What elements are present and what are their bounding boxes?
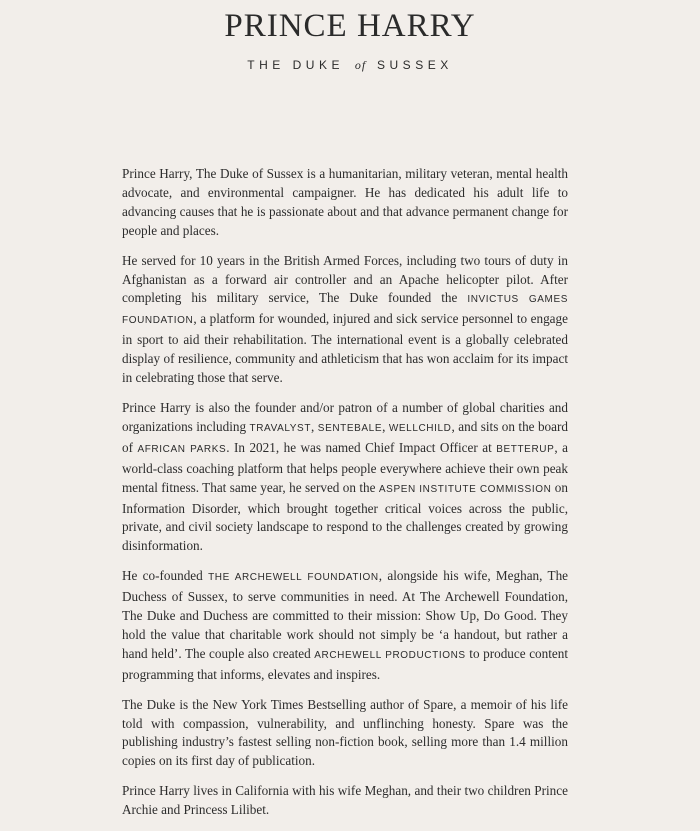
bio-paragraph-4 — [122, 567, 568, 684]
page-subtitle — [0, 58, 700, 72]
bio-text: . In 2021, he was named Chief Impact Officer at — [226, 439, 497, 455]
bio-text: , a world-class coaching platform that helps people everywhere achieve their own peak mental fitness. That same year, he served on the — [122, 439, 568, 495]
bio-text: on Information Disorder, which brought together critical voices across the public, private, and civil society landscape to respond to the challenges created by growing disinformation. — [122, 479, 568, 554]
bio-text: to produce content programming that informs, elevates and inspires. — [122, 645, 569, 682]
bio-paragraph-6: Prince Harry lives in California with his wife Meghan, and their two children Prince Archie and Princess Lilibet. — [122, 783, 568, 818]
bio-text: , and sits on the board of — [122, 418, 568, 455]
bio-paragraph-1: Prince Harry, The Duke of Sussex is a humanitarian, military veteran, mental health advocate, and environmental campaigner. He has dedicated his adult life to advancing causes that he is passionate about and that advance permanent change for people and places. — [122, 166, 568, 238]
separator: , — [311, 418, 318, 434]
sentebale-link[interactable]: SENTEBALE — [317, 422, 383, 434]
wellchild-link[interactable]: WELLCHILD — [388, 422, 452, 434]
aspen-institute-link[interactable]: ASPEN INSTITUTE COMMISSION — [378, 483, 552, 495]
subtitle-the-duke: THE DUKE — [247, 58, 344, 72]
bio-text: , alongside his wife, Meghan, The Duchess of Sussex, to serve communities in need. At The Archewell Foundation, The Duke and Duchess are committed to their mission: Show Up, Do Good. They hold the value that charitable work should not simply be ‘a handout, but rather a hand held’. The couple also created — [122, 568, 569, 661]
travalyst-link[interactable]: TRAVALYST — [249, 422, 312, 434]
bio-text: He served for 10 years in the British Armed Forces, including two tours of duty in Afghanistan as a forward air controller and an Apache helicopter pilot. After completing his military service, The Duke founded the — [122, 252, 568, 306]
site-header — [0, 0, 700, 72]
invictus-games-link[interactable]: INVICTUS GAMES FOUNDATION — [122, 294, 569, 327]
bio-text: Prince Harry is also the founder and/or patron of a number of global charities and organizations including — [122, 399, 568, 434]
subtitle-sussex: SUSSEX — [377, 58, 453, 72]
betterup-link[interactable]: BETTERUP — [496, 443, 555, 455]
african-parks-link[interactable]: AFRICAN PARKS — [137, 443, 227, 455]
archewell-productions-link[interactable]: ARCHEWELL PRODUCTIONS — [314, 649, 466, 661]
biography — [122, 165, 568, 831]
bio-text: He co-founded — [122, 568, 209, 584]
bio-text: , a platform for wounded, injured and sick service personnel to engage in sport to aid their rehabilitation. The international event is a globally celebrated display of resilience, community and athleticism that has won acclaim for its impact in celebrating those that serve. — [122, 311, 568, 386]
page-title: PRINCE HARRY — [224, 8, 476, 44]
archewell-foundation-link[interactable]: THE ARCHEWELL FOUNDATION — [208, 572, 379, 584]
bio-paragraph-5: The Duke is the New York Times Bestselling author of Spare, a memoir of his life told with compassion, vulnerability, and unflinching honesty. Spare was the publishing industry’s fastest selling non-fiction book, selling more than 1.4 million copies on its first day of publication. — [122, 696, 568, 769]
bio-paragraph-2 — [122, 252, 568, 388]
bio-paragraph-3 — [122, 399, 568, 556]
subtitle-of: of — [354, 58, 367, 72]
separator: , — [382, 418, 389, 434]
